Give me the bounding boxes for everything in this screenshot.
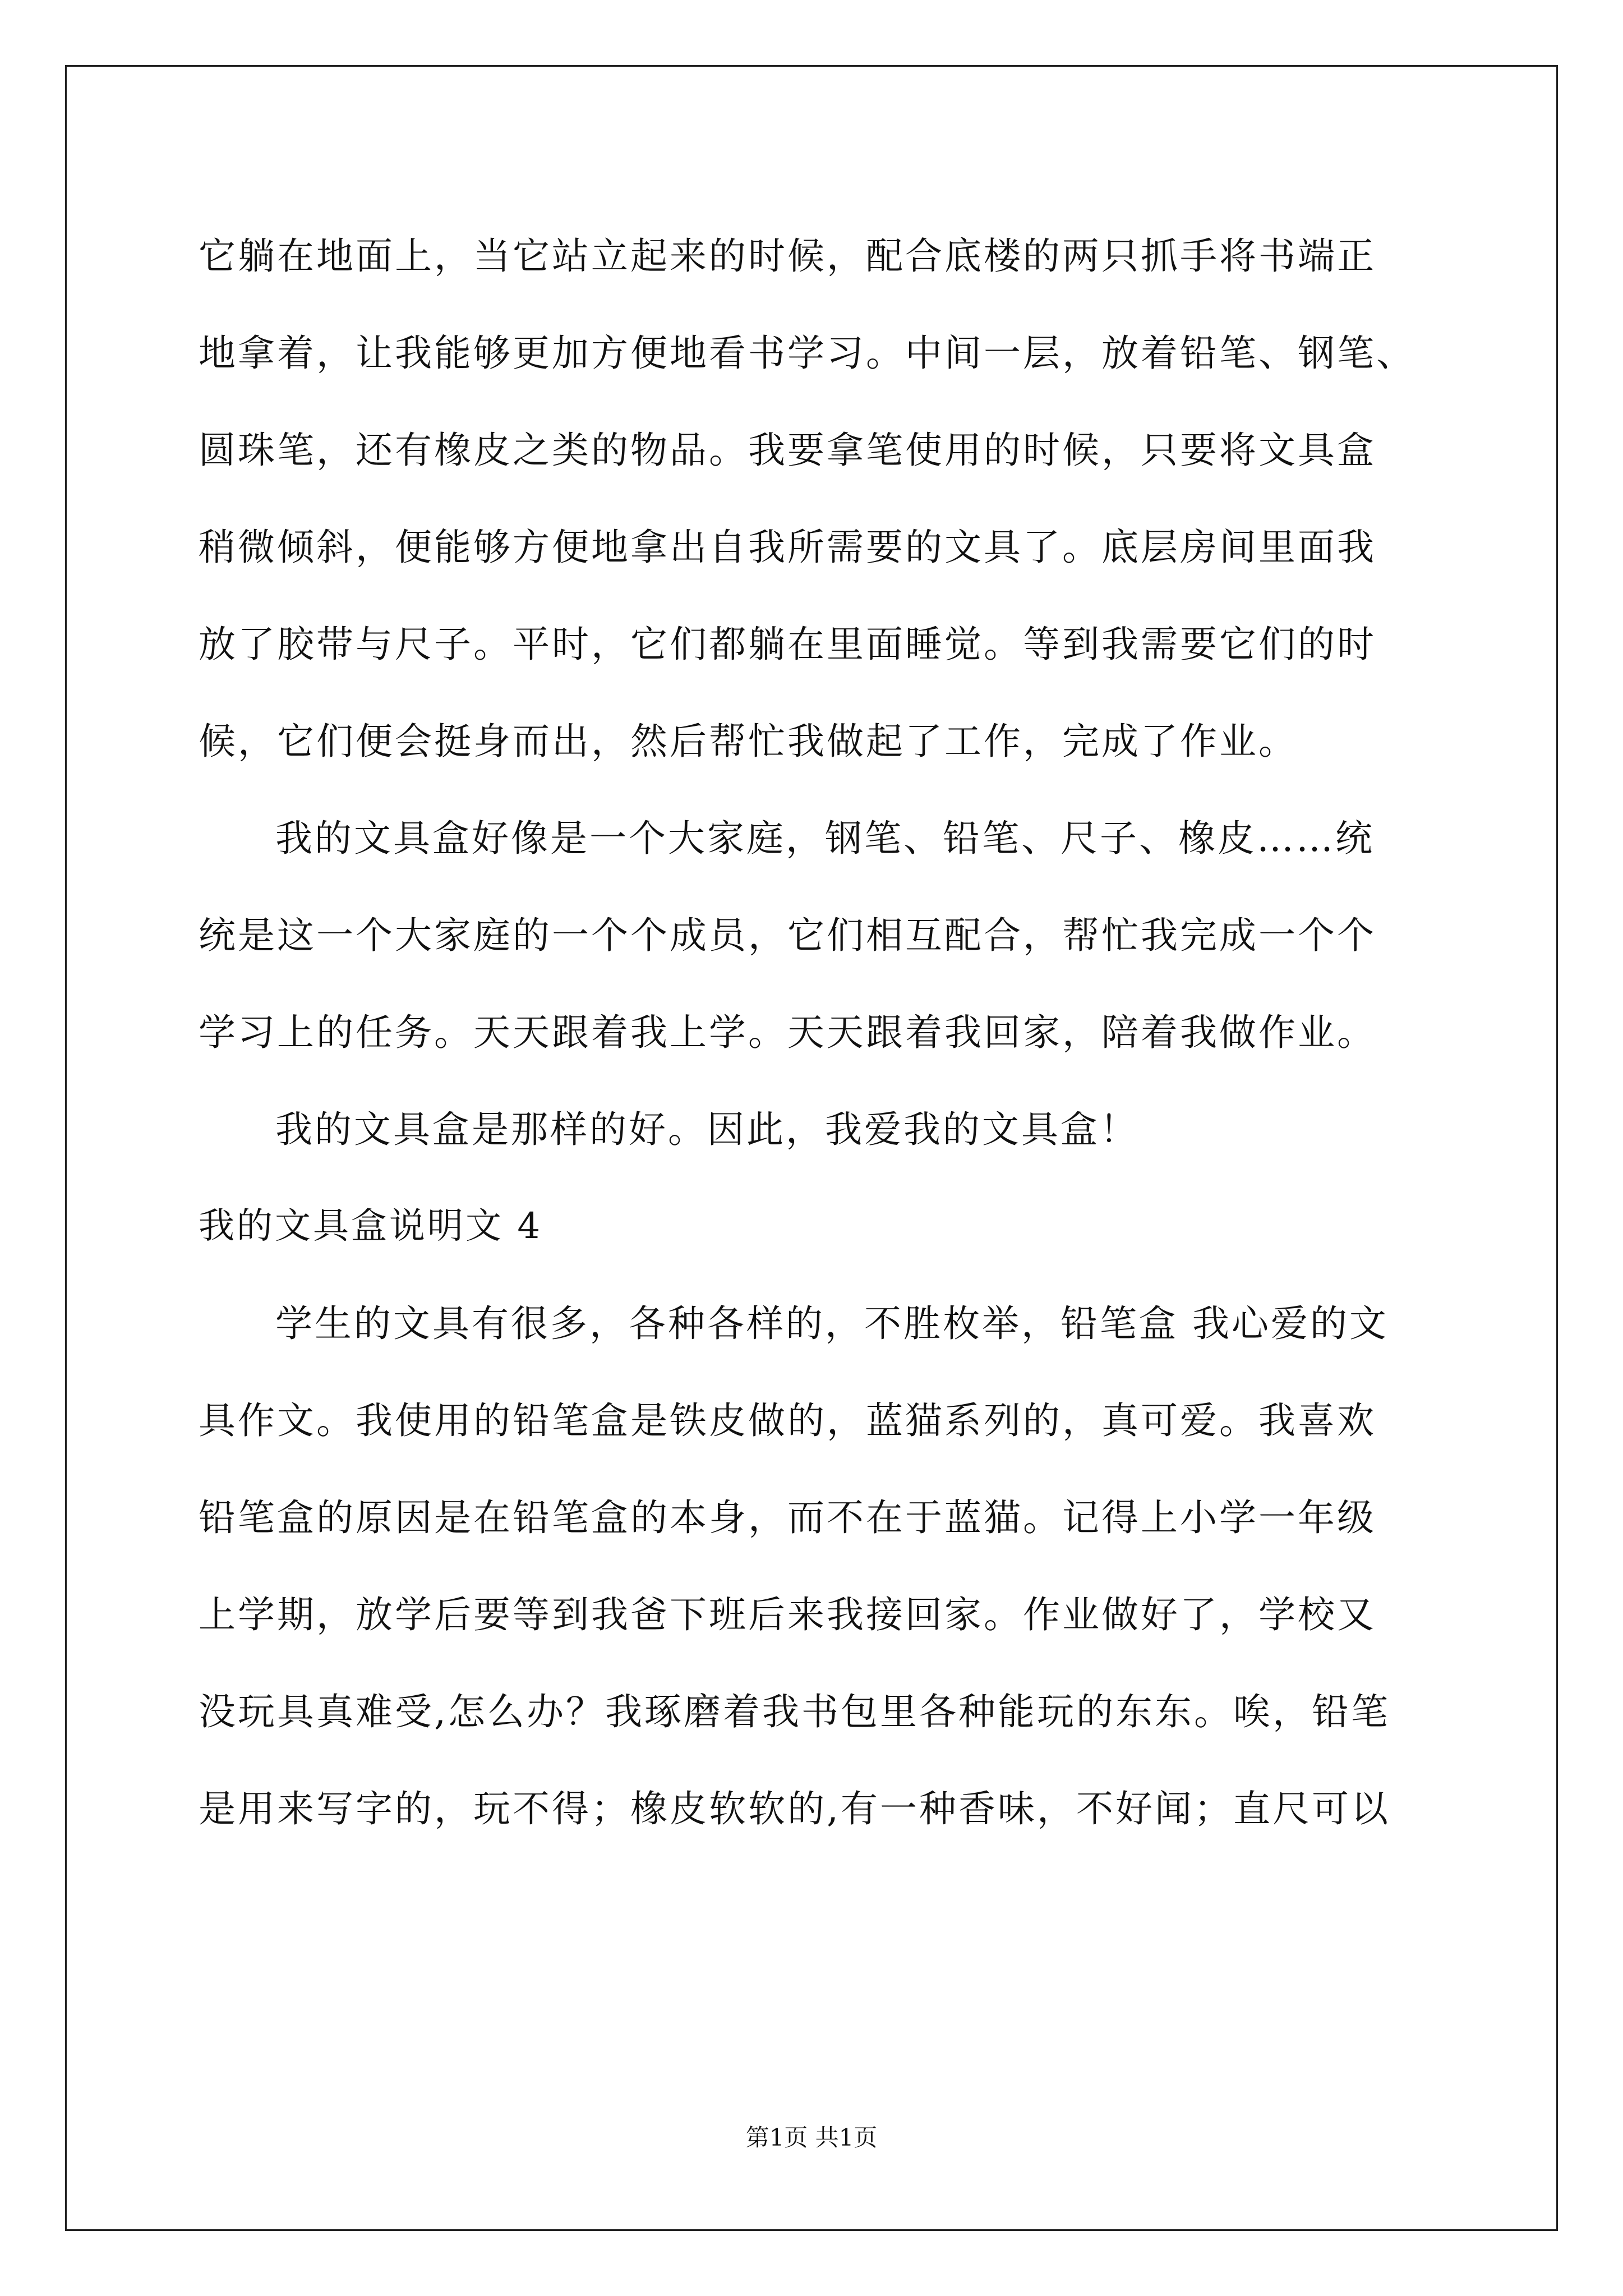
- page-number-footer: 第1页 共1页: [745, 2124, 878, 2151]
- paragraph-family: [199, 790, 1432, 1081]
- text-line: 学习上的任务。天天跟着我上学。天天跟着我回家，陪着我做作业。: [199, 1011, 1376, 1054]
- text-line: 圆珠笔，还有橡皮之类的物品。我要拿笔使用的时候，只要将文具盒: [199, 429, 1376, 472]
- text-line: 我的文具盒好像是一个大家庭，钢笔、铅笔、尺子、橡皮……统: [275, 817, 1375, 860]
- text-line: 是用来写字的，玩不得；橡皮软软的,有一种香味，不好闻；直尺可以: [199, 1787, 1390, 1830]
- text-line: 地拿着，让我能够更加方便地看书学习。中间一层，放着铅笔、钢笔、: [199, 332, 1415, 375]
- text-line: 我的文具盒是那样的好。因此，我爱我的文具盒！: [275, 1108, 1139, 1151]
- text-line: 具作文。我使用的铅笔盒是铁皮做的，蓝猫系列的，真可爱。我喜欢: [199, 1399, 1376, 1442]
- paragraph-love: [199, 1081, 1432, 1178]
- text-line: 稍微倾斜，便能够方便地拿出自我所需要的文具了。底层房间里面我: [199, 526, 1376, 569]
- text-line: 铅笔盒的原因是在铅笔盒的本身，而不在于蓝猫。记得上小学一年级: [199, 1496, 1376, 1539]
- text-line: 没玩具真难受,怎么办？我琢磨着我书包里各种能玩的东东。唉，铅笔: [199, 1690, 1390, 1733]
- text-line: 学生的文具有很多，各种各样的，不胜枚举，铅笔盒 我心爱的文: [275, 1302, 1389, 1345]
- paragraph-pencilbox: [199, 1275, 1432, 1857]
- paragraph-continued: [199, 208, 1432, 790]
- text-line: 放了胶带与尺子。平时，它们都躺在里面睡觉。等到我需要它们的时: [199, 623, 1376, 666]
- document-body: [199, 208, 1432, 1857]
- section-title: 我的文具盒说明文 4: [199, 1205, 543, 1247]
- text-line: 候，它们便会挺身而出，然后帮忙我做起了工作，完成了作业。: [199, 720, 1298, 763]
- text-line: 它躺在地面上，当它站立起来的时候，配合底楼的两只抓手将书端正: [199, 234, 1376, 278]
- text-line: 统是这一个大家庭的一个个成员，它们相互配合，帮忙我完成一个个: [199, 914, 1376, 957]
- text-line: 上学期，放学后要等到我爸下班后来我接回家。作业做好了，学校又: [199, 1593, 1376, 1636]
